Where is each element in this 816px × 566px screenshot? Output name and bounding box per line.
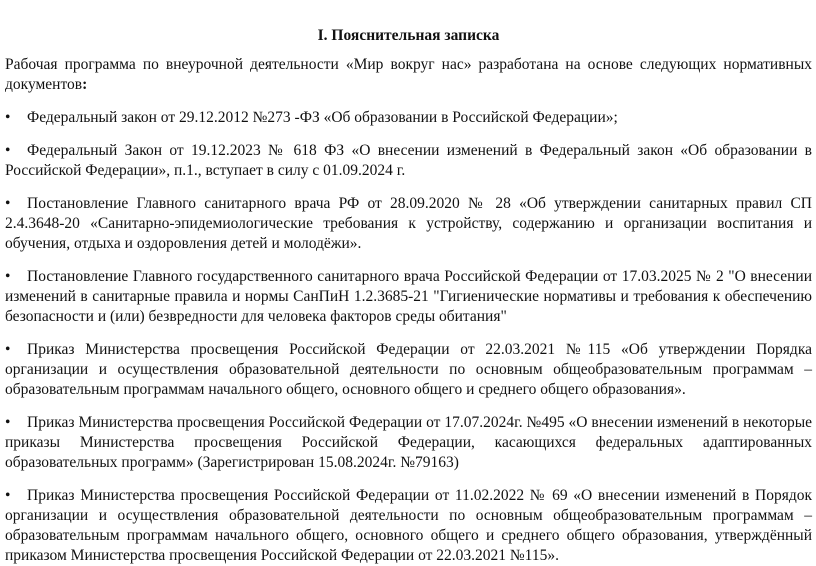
list-item	[5, 108, 812, 128]
page-title: I. Пояснительная записка	[317, 27, 500, 44]
list-item-text: Приказ Министерства просвещения Российской Федерации от 17.07.2024г. №495 «О внесении изменений в некоторые приказы Министерства просвещения Российской Федерации, касающихся федеральных адаптированных образовательных программ» (Зарегистрирован 15.08.2024г. №79163)	[5, 414, 812, 471]
bullet-icon: •	[5, 268, 11, 285]
list-item	[5, 267, 812, 327]
bullet-icon: •	[5, 195, 11, 212]
bullet-icon: •	[5, 414, 11, 431]
list-item	[5, 340, 812, 400]
list-item-text: Федеральный закон от 29.12.2012 №273 -ФЗ «Об образовании в Российской Федерации»;	[27, 109, 618, 126]
list-item	[5, 486, 812, 566]
bullet-icon: •	[5, 142, 11, 159]
intro-colon: :	[82, 76, 88, 93]
list-item	[5, 141, 812, 181]
list-item-text: Постановление Главного санитарного врача РФ от 28.09.2020 № 28 «Об утверждении санитарных правил СП 2.4.3648-20 «Санитарно-эпидемиологические требования к устройству, содержанию и организации воспитания и обучения, отдыха и оздоровления детей и молодёжи».	[5, 195, 812, 252]
intro-paragraph	[5, 55, 812, 95]
list-item-text: Приказ Министерства просвещения Российской Федерации от 11.02.2022 № 69 «О внесении изменений в Порядок организации и осуществления образовательной деятельности по основным общеобразовательным программам – образовательным программам начального общего, основного общего и среднего общего образования, утверждённый приказом Министерства просвещения Российской Федерации от 22.03.2021 №115».	[5, 487, 812, 564]
list-item-text: Федеральный Закон от 19.12.2023 № 618 ФЗ «О внесении изменений в Федеральный закон «Об образовании в Российской Федерации», п.1., вступает в силу с 01.09.2024 г.	[5, 142, 812, 179]
bullet-icon: •	[5, 341, 11, 358]
list-item	[5, 194, 812, 254]
intro-text: Рабочая программа по внеурочной деятельности «Мир вокруг нас» разработана на основе следующих нормативных документов	[5, 56, 812, 93]
list-item-text: Приказ Министерства просвещения Российской Федерации от 22.03.2021 №115 «Об утверждении Порядка организации и осуществления образовательной деятельности по основным общеобразовательным программам – образовательным программам начального общего, основного общего и среднего общего образования».	[5, 341, 812, 398]
list-item-text: Постановление Главного государственного санитарного врача Российской Федерации от 17.03.2025 № 2 "О внесении изменений в санитарные правила и нормы СанПиН 1.2.3685-21 "Гигиенические нормативы и требования к обеспечению безопасности и (или) безвредности для человека факторов среды обитания"	[5, 268, 812, 325]
bullet-icon: •	[5, 487, 11, 504]
list-item	[5, 413, 812, 473]
bullet-icon: •	[5, 109, 11, 126]
